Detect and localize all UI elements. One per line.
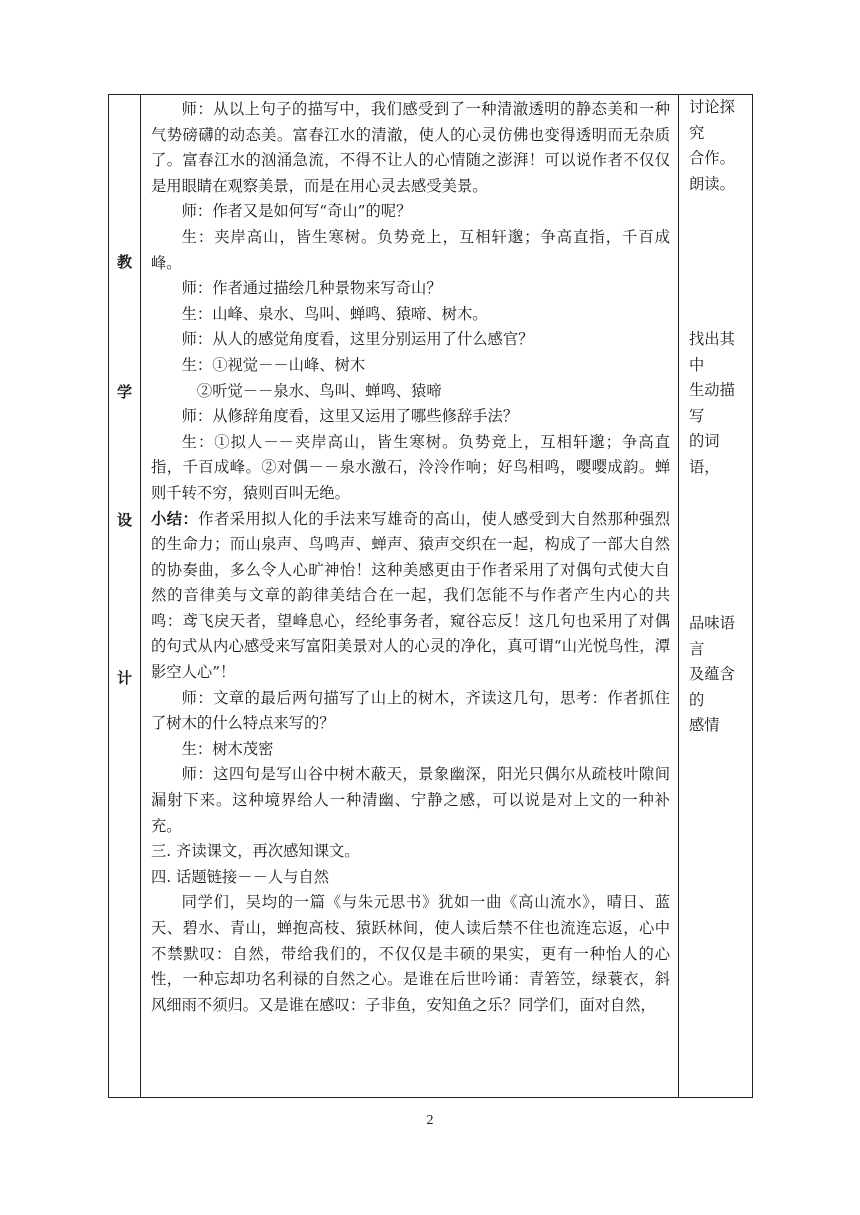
summary-text: 作者采用拟人化的手法来写雄奇的高山，使人感受到大自然那种强烈的生命力；而山泉声、鸟鸣声、蝉声、猿声交织在一起，构成了一部大自然的协奏曲，多么令人心旷神怡！这种美感更由于作者采用了对偶句式使大自然的音律美与文章的韵律美结合在一起，我们怎能不与作者产生内心的共鸣：鸢飞戾天者，望峰息心，经纶事务者，窥谷忘反！这几句也采用了对偶的句式从内心感受来写富阳美景对人的心灵的净化，真可谓“山光悦鸟性，潭影空人心”！ [151, 509, 670, 682]
section-label-char: 计 [116, 669, 132, 687]
content-paragraph: 生：树木茂密 [181, 739, 274, 758]
summary-label: 小结： [151, 509, 199, 528]
content-paragraph: 师：这四句是写山谷中树木蔽天，景象幽深，阳光只偶尔从疏枝叶隙间漏射下来。这种境界给人一种清幽、宁静之感，可以说是对上文的一种补充。 [151, 765, 670, 835]
section-label-char: 设 [116, 511, 132, 529]
activity-note: 讨论探究 合作。 朗读。 [689, 98, 735, 193]
activity-note: 品味语言 及蕴含的 感情 [689, 614, 735, 735]
content-paragraph: 同学们，吴均的一篇《与朱元思书》犹如一曲《高山流水》，晴日、蓝天、碧水、青山，蝉抱高枝、猿跃林间，使人读后禁不住也流连忘返，心中不禁默叹：自然，带给我们的，不仅仅是丰硕的果实，更有一种怡人的心性，一种忘却功名利禄的自然之心。是谁在后世吟诵：青箬笠，绿蓑衣，斜风细雨不须归。又是谁在感叹：子非鱼，安知鱼之乐？同学们，面对自然， [151, 893, 670, 1014]
content-paragraph: 师：从修辞角度看，这里又运用了哪些修辞手法？ [181, 407, 519, 426]
content-paragraph: 三. 齐读课文，再次感知课文。 [151, 842, 360, 861]
content-paragraph: 四. 话题链接－－人与自然 [151, 867, 329, 886]
content-paragraph: ②听觉－－泉水、鸟叫、蝉鸣、猿啼 [196, 381, 442, 400]
content-paragraph [151, 507, 670, 686]
page-number: 2 [426, 1113, 434, 1128]
content-paragraph: 师：作者通过描绘几种景物来写奇山？ [181, 279, 442, 298]
section-label-column [109, 95, 141, 1097]
lesson-content [141, 95, 679, 1097]
content-paragraph: 生：夹岸高山，皆生寒树。负势竞上，互相轩邈；争高直指，千百成峰。 [151, 227, 670, 272]
content-paragraph: 生：①拟人－－夹岸高山，皆生寒树。负势竞上，互相轩邈；争高直指，千百成峰。②对偶－－泉水激石，泠泠作响；好鸟相鸣，嘤嘤成韵。蝉则千转不穷，猿则百叫无绝。 [151, 432, 670, 502]
content-paragraph: 师：作者又是如何写“奇山”的呢？ [181, 202, 412, 221]
section-label-char: 学 [116, 383, 132, 401]
content-paragraph: 师：文章的最后两句描写了山上的树木，齐读这几句，思考：作者抓住了树木的什么特点来写的？ [151, 688, 670, 733]
content-paragraph: 生：山峰、泉水、鸟叫、蝉鸣、猿啼、树木。 [181, 304, 488, 323]
content-paragraph: 师：从人的感觉角度看，这里分别运用了什么感官？ [181, 330, 534, 349]
lesson-table [108, 94, 753, 1098]
activity-notes-column [679, 95, 752, 1097]
section-label-char: 教 [116, 253, 132, 271]
content-paragraph: 生：①视觉－－山峰、树木 [181, 355, 366, 374]
activity-note: 找出其中 生动描写 的词语， [689, 330, 735, 476]
content-paragraph: 师：从以上句子的描写中，我们感受到了一种清澈透明的静态美和一种气势磅礴的动态美。富春江水的清澈，使人的心灵仿佛也变得透明而无杂质了。富春江水的汹涌急流，不得不让人的心情随之澎湃！可以说作者不仅仅是用眼睛在观察美景，而是在用心灵去感受美景。 [151, 100, 670, 195]
